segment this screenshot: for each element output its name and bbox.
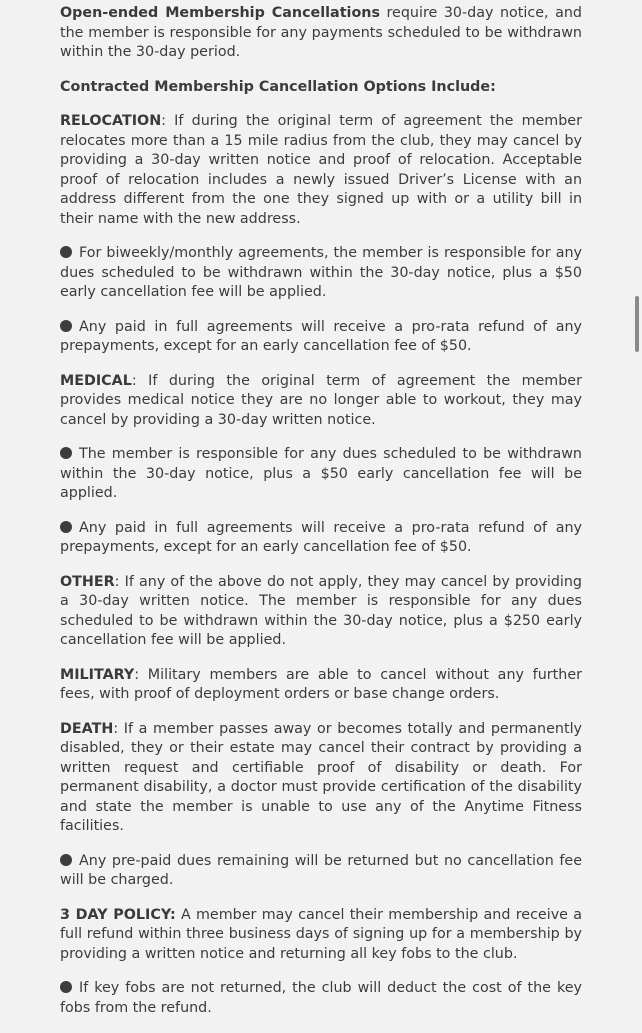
- death-bullet-1: [60, 852, 582, 891]
- other-paragraph: [60, 573, 582, 651]
- bullet-dot-icon: [60, 246, 72, 258]
- relocation-bullet-2: [60, 318, 582, 357]
- bullet-text: Any paid in full agreements will receive a pro-rata refund of any prepayments, except for an early cancellation fee of $50.: [60, 519, 582, 555]
- bullet-dot-icon: [60, 981, 72, 993]
- medical-bullet-2: [60, 519, 582, 558]
- other-text: : If any of the above do not apply, they may cancel by providing a 30-day written notice. The member is responsible for any dues scheduled to be withdrawn within the 30-day notice, plus a $250 early cancellation fee will be applied.: [60, 573, 582, 648]
- relocation-lead: RELOCATION: [60, 113, 162, 129]
- medical-bullet-1: [60, 445, 582, 504]
- open-ended-paragraph: [60, 4, 582, 63]
- bullet-dot-icon: [60, 854, 72, 866]
- other-lead: OTHER: [60, 573, 115, 590]
- three-day-paragraph: [60, 906, 582, 965]
- death-text: : If a member passes away or becomes totally and permanently disabled, they or their estate may cancel their contract by providing a written request and certifiable proof of disability or death. For permanent disability, a doctor must provide certification of the disability and state the member is unable to use any of the Anytime Fitness facilities.: [60, 720, 582, 834]
- bullet-text: Any pre-paid dues remaining will be returned but no cancellation fee will be charged.: [60, 852, 582, 888]
- medical-text: : If during the original term of agreement the member provides medical notice they are no longer able to workout, they may cancel by providing a 30-day written notice.: [60, 372, 582, 428]
- military-paragraph: [60, 666, 582, 705]
- military-lead: MILITARY: [60, 666, 135, 683]
- bullet-text: If key fobs are not returned, the club will deduct the cost of the key fobs from the refund.: [60, 980, 582, 1016]
- death-paragraph: [60, 720, 582, 837]
- three-day-text: A member may cancel their membership and receive a full refund within three business days of signing up for a membership by providing a written notice and returning all key fobs to the club.: [60, 906, 582, 962]
- open-ended-text: require 30-day notice, and the member is responsible for any payments scheduled to be withdrawn within the 30-day period.: [60, 5, 582, 60]
- three-day-lead: 3 DAY POLICY:: [60, 906, 176, 923]
- relocation-text: : If during the original term of agreement the member relocates more than a 15 mile radius from the club, they may cancel by providing a 30-day written notice and proof of relocation. Acceptable proof of relocation includes a newly issued Driver’s License with an address different from the one they signed up with or a utility bill in their name with the new address.: [60, 113, 582, 227]
- relocation-paragraph: [60, 112, 582, 229]
- bullet-text: The member is responsible for any dues scheduled to be withdrawn within the 30-day notice, plus a $50 early cancellation fee will be applied.: [60, 446, 582, 501]
- vertical-scrollbar[interactable]: [635, 296, 639, 352]
- bullet-dot-icon: [60, 521, 72, 533]
- medical-lead: MEDICAL: [60, 372, 132, 389]
- bullet-dot-icon: [60, 447, 72, 459]
- three-day-bullet-1: [60, 979, 582, 1018]
- bullet-text: For biweekly/monthly agreements, the member is responsible for any dues scheduled to be withdrawn within the 30-day notice, plus a $50 early cancellation fee will be applied.: [60, 245, 582, 300]
- open-ended-lead: Open-ended Membership Cancellations: [60, 5, 380, 21]
- policy-document: [60, 0, 582, 1033]
- bullet-dot-icon: [60, 320, 72, 332]
- contracted-heading: Contracted Membership Cancellation Options Include:: [60, 78, 496, 95]
- military-text: : Military members are able to cancel without any further fees, with proof of deployment orders or base change orders.: [60, 666, 582, 702]
- relocation-bullet-1: [60, 244, 582, 303]
- death-lead: DEATH: [60, 720, 114, 737]
- medical-paragraph: [60, 372, 582, 431]
- bullet-text: Any paid in full agreements will receive a pro-rata refund of any prepayments, except for an early cancellation fee of $50.: [60, 318, 582, 354]
